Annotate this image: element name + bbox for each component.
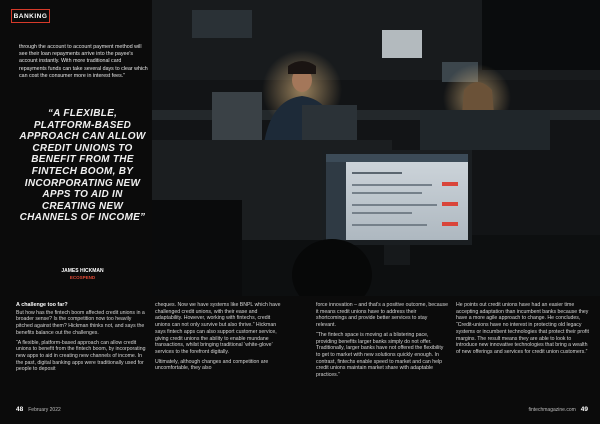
- paragraph: force innovation – and that’s a positive outcome, because it means credit unions have to address their shortcomings and provide better services to stay relevant.: [316, 302, 448, 329]
- footer-left: [16, 406, 61, 413]
- paragraph: But how has the fintech boom affected credit unions in a broader sense? Is the competition now too heavily pitched against them? Hickman thinks not, and says the benefits balance out the challenges.: [16, 309, 145, 336]
- office-photo: [152, 0, 600, 296]
- page-number-right: 49: [580, 406, 588, 413]
- section-tag: BANKING: [11, 9, 50, 23]
- paragraph: Ultimately, although changes and competition are uncomfortable, they also: [155, 358, 269, 372]
- page-number-left: 48: [16, 406, 24, 413]
- paragraph: He points out credit unions have had an easier time accepting adaptation than incumbent banks because they have a more agile approach to change. He concludes, “Credit-unions have no interest in protecting old legacy systems or incumbent technologies that protect their profit margins. The result means they are able to look to introduce new innovative technologies that bring a wealth of new offerings and services for credit union customers.”: [456, 302, 589, 355]
- paragraph: “A flexible, platform-based approach can allow credit unions to benefit from the fintech boom, by incorporating new apps to aid in creating new channels of income. In the past, digital banking apps were traditionally used for people to deposit: [16, 339, 146, 373]
- footer-right: [529, 406, 588, 413]
- site-url: fintechmagazine.com: [528, 407, 576, 413]
- paragraph: cheques. Now we have systems like BNPL which have challenged credit unions, with their ease and adaptability. However, working with fintechs, credit unions can not only survive but also thrive.” Hickman says fintech apps can also support customer service, giving credit unions the ability to enable mundane transactions, whilst bringing traditional ‘white-glove’ services to the forefront digitally.: [155, 302, 281, 355]
- article-column-2: [155, 302, 285, 375]
- article-column-4: [456, 302, 589, 359]
- subheading: A challenge too far?: [16, 302, 68, 308]
- paragraph: “The fintech space is moving at a blistering pace, providing benefits larger banks simply do not offer. Traditionally, larger banks have not offered the flexibility to get to market with new solutions quickly enough. In contrast, fintechs enable speed to market and can help credit unions maintain market share with adaptable practices.”: [316, 331, 444, 379]
- article-column-1: [16, 302, 148, 376]
- quote-attribution: [16, 268, 149, 280]
- pull-quote: “A FLEXIBLE, PLATFORM-BASED APPROACH CAN ALLOW CREDIT UNIONS TO BENEFIT FROM THE FINTECH BOOM, BY INCORPORATING NEW APPS TO AID IN CREATING NEW CHANNELS OF INCOME”: [19, 108, 146, 224]
- issue-date: February 2022: [28, 407, 61, 413]
- intro-paragraph: through the account to account payment method will see their loan repayments arrive into the payee's account instantly. With more traditional card repayments funds can take several days to clear which can cost the consumer more in interest fees.": [19, 44, 148, 79]
- article-column-3: [316, 302, 448, 382]
- author-company: ECOSPEND: [69, 275, 96, 280]
- author-name: JAMES HICKMAN: [61, 268, 104, 274]
